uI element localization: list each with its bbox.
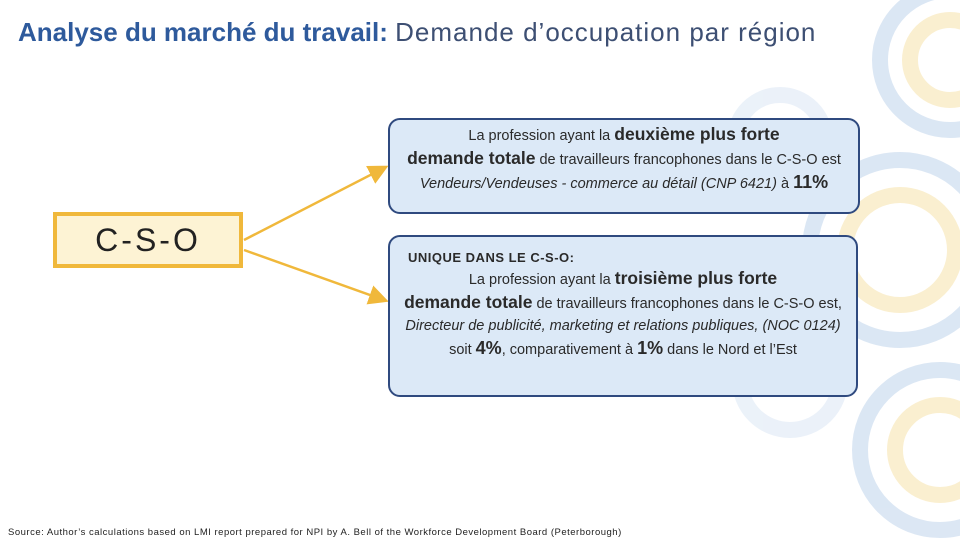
arrow-to-callout-2	[244, 250, 384, 300]
callout1-bold-1: deuxième plus forte	[614, 124, 780, 144]
page-title	[18, 16, 878, 49]
callout2-occupation: Directeur de publicité, marketing et relations publiques, (NOC 0124)	[405, 318, 841, 334]
callout2-text-2: de travailleurs francophones dans le C-S-O est,	[532, 296, 842, 312]
callout-third-highest-demand	[388, 235, 858, 397]
callout1-text-2: de travailleurs francophones dans le C-S-O est	[535, 152, 841, 168]
callout2-percent: 4%	[475, 338, 502, 358]
callout1-bold-2: demande totale	[407, 148, 536, 168]
region-box	[53, 212, 243, 268]
callout-second-highest-demand	[388, 118, 860, 214]
callout2-text-1: La profession ayant la	[468, 272, 615, 288]
callout2-bold-2: demande totale	[404, 292, 533, 312]
callout1-text-3: à	[776, 176, 794, 192]
title-rest: Demande d’occupation par région	[395, 17, 817, 47]
region-label: C-S-O	[95, 221, 201, 258]
callout2-text-4: , comparativement à	[501, 342, 638, 358]
callout2-bold-1: troisième plus forte	[614, 268, 778, 288]
source-note: Source: Author’s calculations based on LMI report prepared for NPI by A. Bell of the Workforce Development Board (Peterborough)	[8, 527, 622, 538]
title-bold: Analyse du marché du travail:	[18, 17, 388, 47]
callout1-occupation: Vendeurs/Vendeuses - commerce au détail (CNP 6421)	[419, 176, 777, 192]
callout1-text-1: La profession ayant la	[468, 128, 615, 144]
callout2-text-3: soit	[449, 342, 476, 358]
callout2-percent-2: 1%	[637, 338, 664, 358]
arrow-to-callout-1	[244, 168, 384, 240]
callout2-text-5: dans le Nord et l’Est	[663, 342, 797, 358]
callout2-heading: UNIQUE DANS LE C-S-O:	[408, 250, 575, 265]
callout1-percent: 11%	[793, 172, 829, 192]
